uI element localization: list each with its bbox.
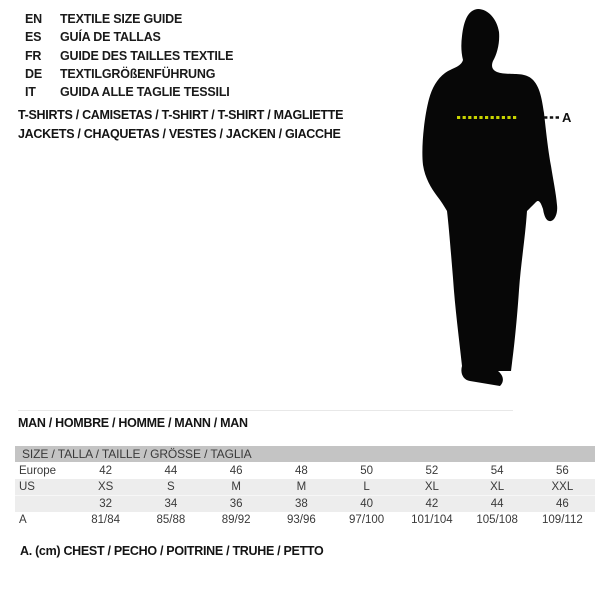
cell: 97/100	[349, 514, 385, 526]
language-label: GUÍA DE TALLAS	[60, 30, 161, 45]
cell: 42	[99, 464, 113, 477]
language-code: EN	[25, 12, 42, 27]
cell: XL	[399, 479, 464, 496]
language-code: FR	[25, 48, 42, 63]
cell: 52	[425, 464, 439, 477]
cell: 42	[399, 496, 464, 513]
cell: 40	[334, 496, 399, 513]
measure-label-a: A	[562, 110, 572, 125]
language-code: IT	[25, 85, 36, 100]
table-row-europe	[15, 462, 595, 479]
cell: M	[269, 479, 334, 496]
cell: XL	[465, 479, 530, 496]
row-label: US	[15, 479, 73, 496]
cell: L	[334, 479, 399, 496]
cell: 56	[555, 464, 569, 477]
cell: M	[204, 479, 269, 496]
cell: XS	[73, 479, 138, 496]
language-label: TEXTILGRÖßENFÜHRUNG	[60, 67, 216, 82]
language-row-fr	[0, 47, 233, 65]
cell: 101/104	[411, 514, 453, 526]
product-category-lines	[18, 106, 343, 143]
cell: 89/92	[221, 514, 251, 526]
language-list	[0, 10, 233, 101]
cell: XXL	[530, 479, 595, 496]
cell: 46	[530, 496, 595, 513]
man-silhouette	[422, 9, 557, 386]
cell: 38	[269, 496, 334, 513]
product-line-tshirts: T-SHIRTS / CAMISETAS / T-SHIRT / T-SHIRT / MAGLIETTE	[18, 108, 344, 122]
language-row-it	[0, 83, 233, 101]
section-title-man: MAN / HOMBRE / HOMME / MANN / MAN	[18, 416, 248, 430]
language-label: GUIDA ALLE TAGLIE TESSILI	[60, 85, 230, 100]
cell: 34	[138, 496, 203, 513]
cell: 93/96	[286, 514, 316, 526]
table-header-label: SIZE / TALLA / TAILLE / GRÖSSE / TAGLIA	[15, 446, 595, 462]
cell: 46	[229, 464, 243, 477]
man-silhouette-figure	[412, 6, 572, 396]
product-line-jackets: JACKETS / CHAQUETAS / VESTES / JACKEN / GIACCHE	[18, 126, 341, 141]
language-row-en	[0, 10, 233, 28]
section-divider	[18, 410, 513, 411]
cell: 81/84	[91, 514, 121, 526]
table-row-us	[15, 479, 595, 496]
language-label: TEXTILE SIZE GUIDE	[60, 12, 183, 27]
language-row-de	[0, 65, 233, 83]
row-label	[15, 496, 73, 513]
row-label: Europe	[19, 464, 57, 477]
language-row-es	[0, 28, 233, 46]
table-row-chest	[15, 512, 595, 528]
cell: 36	[204, 496, 269, 513]
cell: 32	[73, 496, 138, 513]
cell: 85/88	[156, 514, 186, 526]
cell: 44	[465, 496, 530, 513]
cell: 109/112	[542, 514, 583, 526]
cell: 54	[490, 464, 504, 477]
measurement-footnote: A. (cm) CHEST / PECHO / POITRINE / TRUHE / PETTO	[20, 544, 324, 558]
cell: 50	[360, 464, 374, 477]
row-label: A	[19, 514, 27, 526]
language-code: ES	[25, 30, 42, 45]
table-header-row	[15, 446, 595, 462]
cell: 105/108	[476, 514, 518, 526]
cell: S	[138, 479, 203, 496]
language-label: GUIDE DES TAILLES TEXTILE	[60, 48, 234, 63]
size-table	[15, 446, 595, 528]
cell: 44	[164, 464, 178, 477]
language-code: DE	[25, 67, 42, 82]
cell: 48	[294, 464, 308, 477]
table-row-numeric	[15, 496, 595, 513]
